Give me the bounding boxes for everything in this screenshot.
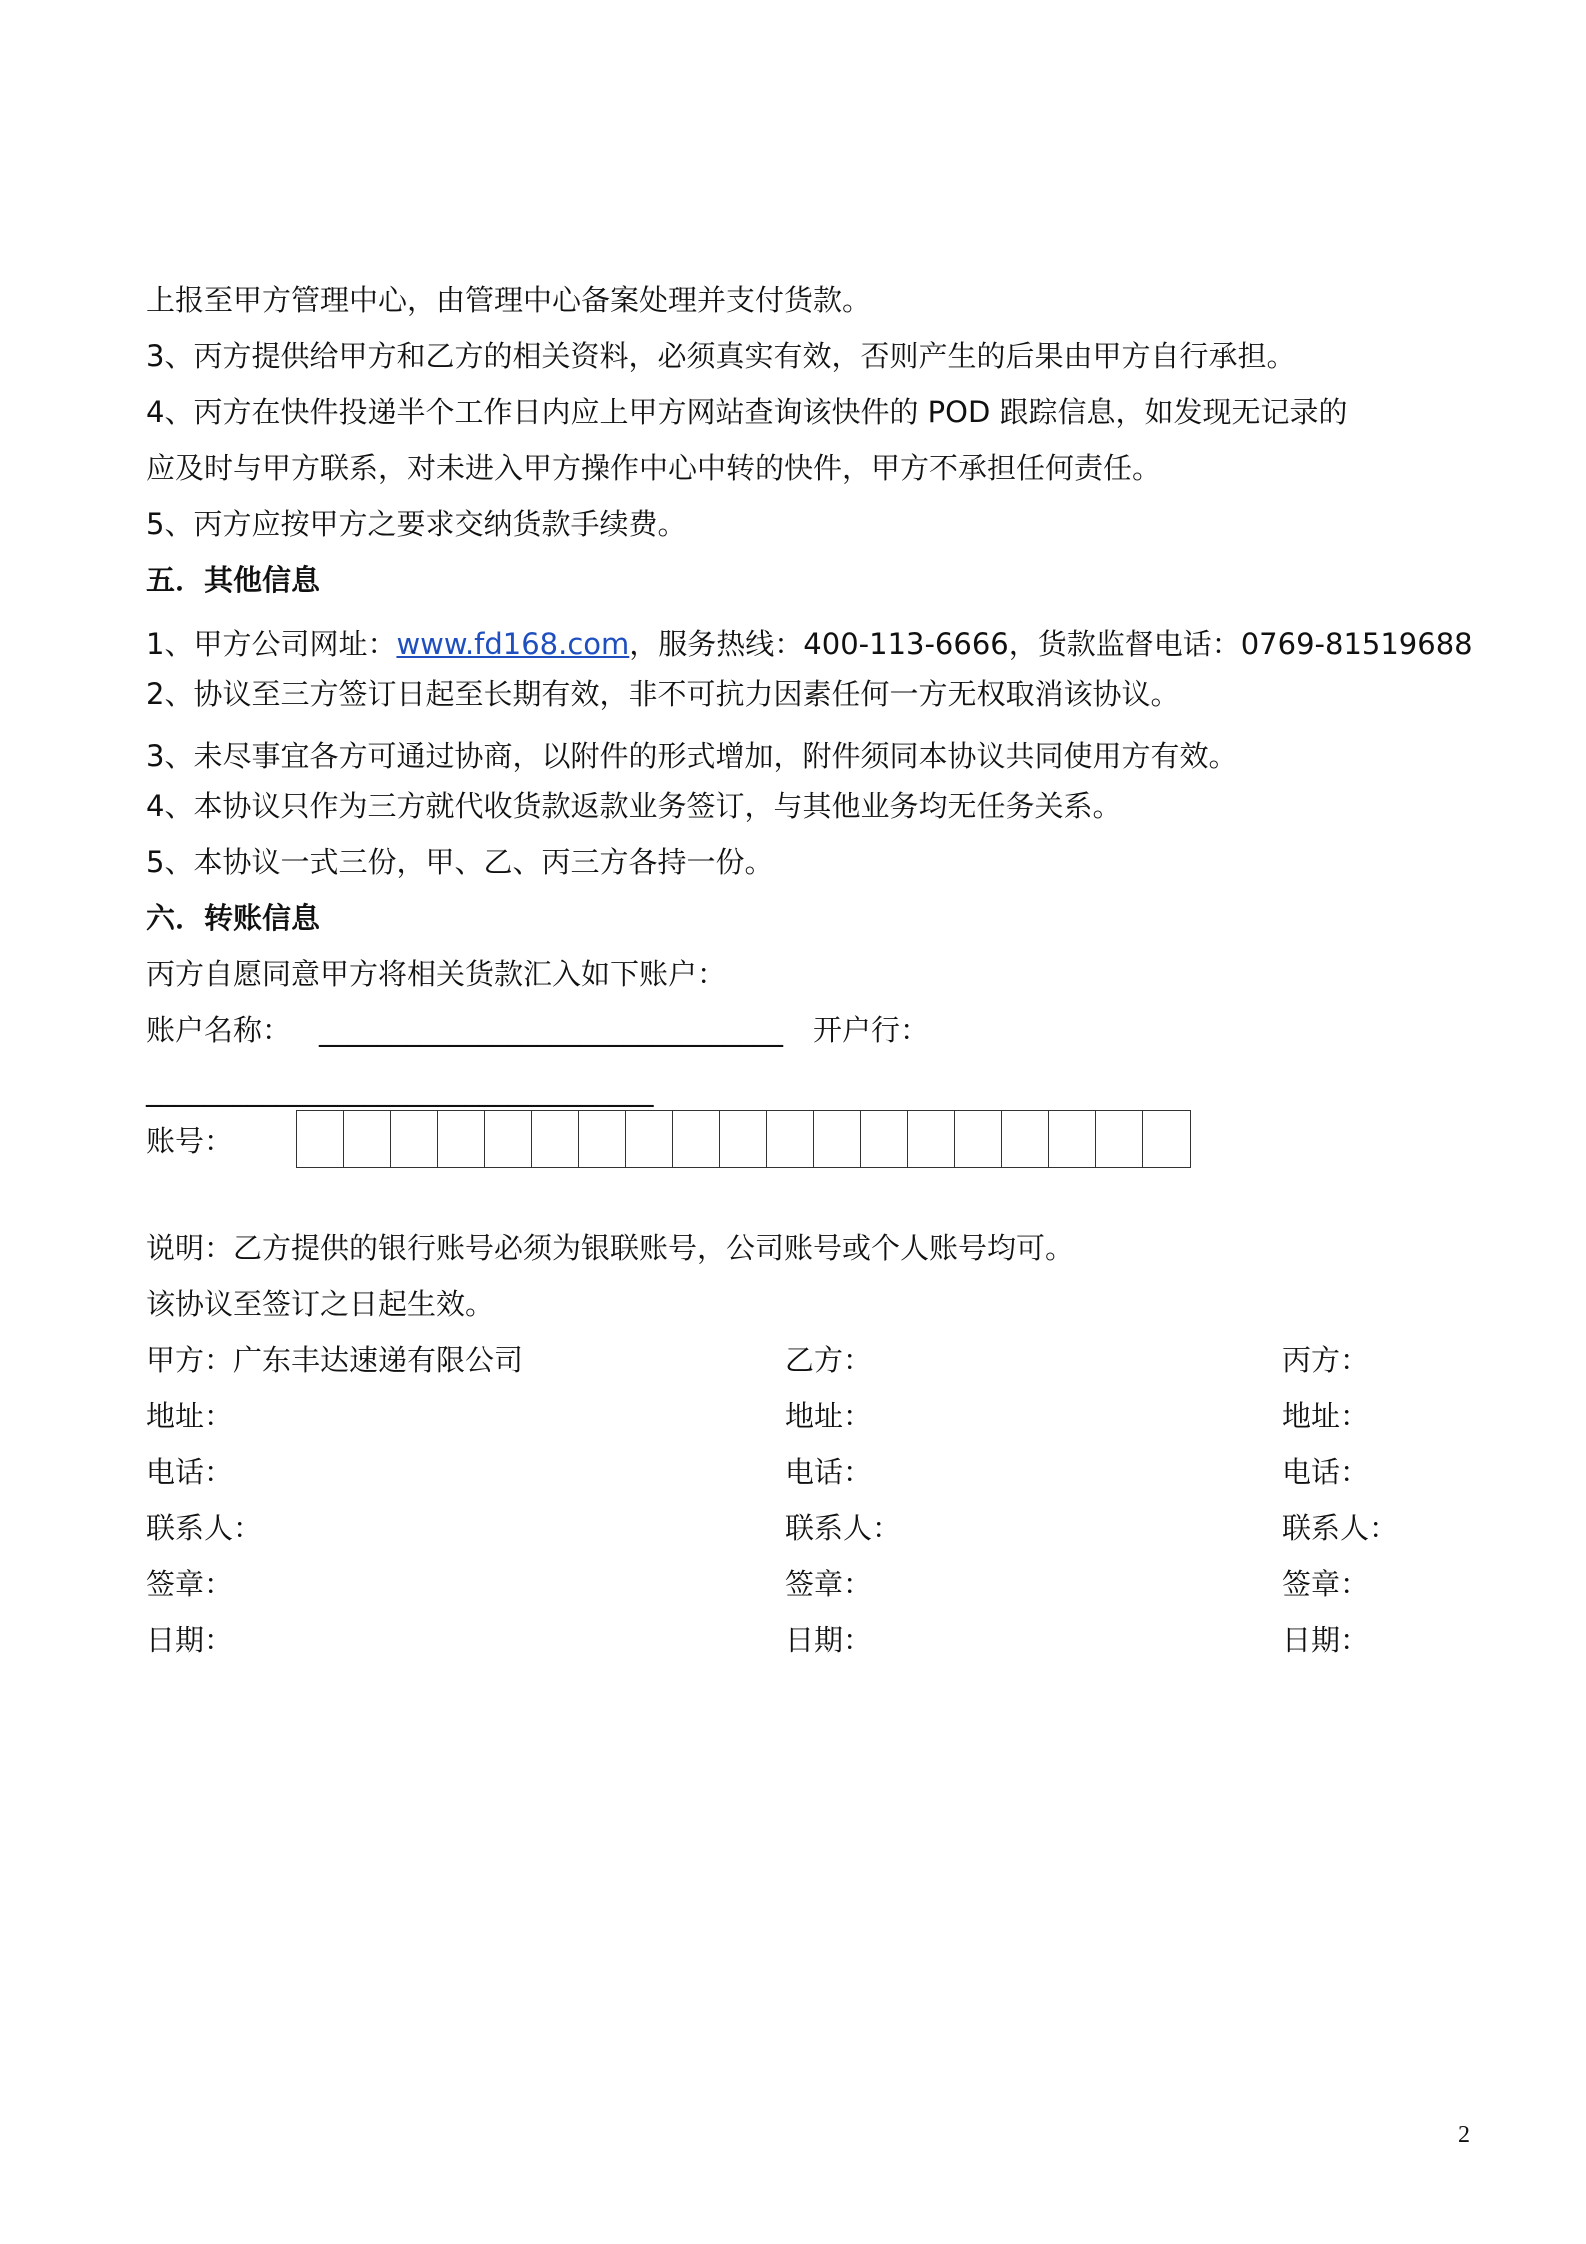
section-heading: 六．转账信息 — [146, 901, 321, 935]
list-item: 4、本协议只作为三方就代收货款返款业务签订，与其他业务均无任务关系。 — [146, 789, 1122, 823]
page-number: 2 — [1458, 2122, 1470, 2148]
digit-box[interactable] — [1049, 1111, 1096, 1167]
account-number-boxes[interactable] — [296, 1110, 1191, 1168]
party-b-contact: 联系人： — [785, 1511, 902, 1545]
digit-box[interactable] — [1002, 1111, 1049, 1167]
effective-statement: 该协议至签订之日起生效。 — [146, 1287, 495, 1321]
digit-box[interactable] — [955, 1111, 1002, 1167]
paragraph-line: 3、丙方提供给甲方和乙方的相关资料，必须真实有效，否则产生的后果由甲方自行承担。 — [146, 339, 1296, 373]
digit-box[interactable] — [1143, 1111, 1190, 1167]
contact-info-line — [146, 624, 1473, 664]
section-heading: 五．其他信息 — [146, 563, 321, 597]
digit-box[interactable] — [626, 1111, 673, 1167]
contact-prefix: 1、甲方公司网址： — [146, 627, 397, 661]
digit-box[interactable] — [485, 1111, 532, 1167]
paragraph-line: 应及时与甲方联系，对未进入甲方操作中心中转的快件，甲方不承担任何责任。 — [146, 451, 1162, 485]
digit-box[interactable] — [532, 1111, 579, 1167]
paragraph-line: 5、丙方应按甲方之要求交纳货款手续费。 — [146, 507, 687, 541]
paragraph-line: 上报至甲方管理中心，由管理中心备案处理并支付货款。 — [146, 283, 872, 317]
account-number-label: 账号： — [146, 1123, 234, 1158]
list-item: 5、本协议一式三份，甲、乙、丙三方各持一份。 — [146, 845, 774, 879]
digit-box[interactable] — [673, 1111, 720, 1167]
digit-box[interactable] — [297, 1111, 344, 1167]
party-c-seal: 签章： — [1282, 1567, 1370, 1601]
digit-box[interactable] — [391, 1111, 438, 1167]
party-c-contact: 联系人： — [1282, 1511, 1399, 1545]
website-link[interactable]: www.fd168.com — [396, 627, 630, 661]
account-name-row — [146, 1010, 929, 1050]
digit-box[interactable] — [1096, 1111, 1143, 1167]
transfer-intro: 丙方自愿同意甲方将相关货款汇入如下账户： — [146, 957, 727, 991]
party-b-address: 地址： — [785, 1399, 873, 1433]
bank-field[interactable]: ___________________________________ — [146, 1073, 654, 1107]
party-a-address: 地址： — [146, 1399, 234, 1433]
account-name-label: 账户名称： — [146, 1013, 292, 1047]
digit-box[interactable] — [814, 1111, 861, 1167]
party-c-address: 地址： — [1282, 1399, 1370, 1433]
party-a-name: 甲方：广东丰达速递有限公司 — [146, 1343, 524, 1377]
party-a-seal: 签章： — [146, 1567, 234, 1601]
paragraph-line: 4、丙方在快件投递半个工作日内应上甲方网站查询该快件的 POD 跟踪信息，如发现无记录的 — [146, 395, 1348, 429]
party-a-date: 日期： — [146, 1623, 234, 1657]
party-b-name: 乙方： — [785, 1343, 873, 1377]
account-note: 说明：乙方提供的银行账号必须为银联账号，公司账号或个人账号均可。 — [146, 1231, 1075, 1265]
party-c-phone: 电话： — [1282, 1455, 1370, 1489]
list-item: 2、协议至三方签订日起至长期有效，非不可抗力因素任何一方无权取消该协议。 — [146, 677, 1180, 711]
party-b-seal: 签章： — [785, 1567, 873, 1601]
list-item: 3、未尽事宜各方可通过协商，以附件的形式增加，附件须同本协议共同使用方有效。 — [146, 739, 1238, 773]
party-b-date: 日期： — [785, 1623, 873, 1657]
party-c-name: 丙方： — [1282, 1343, 1370, 1377]
digit-box[interactable] — [767, 1111, 814, 1167]
party-c-date: 日期： — [1282, 1623, 1370, 1657]
digit-box[interactable] — [579, 1111, 626, 1167]
digit-box[interactable] — [438, 1111, 485, 1167]
account-name-field[interactable]: ________________________________ — [319, 1013, 784, 1047]
contact-suffix: ，服务热线：400-113-6666，货款监督电话：0769-81519688 — [629, 627, 1473, 661]
party-a-contact: 联系人： — [146, 1511, 263, 1545]
digit-box[interactable] — [720, 1111, 767, 1167]
digit-box[interactable] — [344, 1111, 391, 1167]
digit-box[interactable] — [861, 1111, 908, 1167]
party-a-phone: 电话： — [146, 1455, 234, 1489]
account-number-row — [146, 1110, 1191, 1168]
party-b-phone: 电话： — [785, 1455, 873, 1489]
bank-label: 开户行： — [813, 1013, 930, 1047]
digit-box[interactable] — [908, 1111, 955, 1167]
